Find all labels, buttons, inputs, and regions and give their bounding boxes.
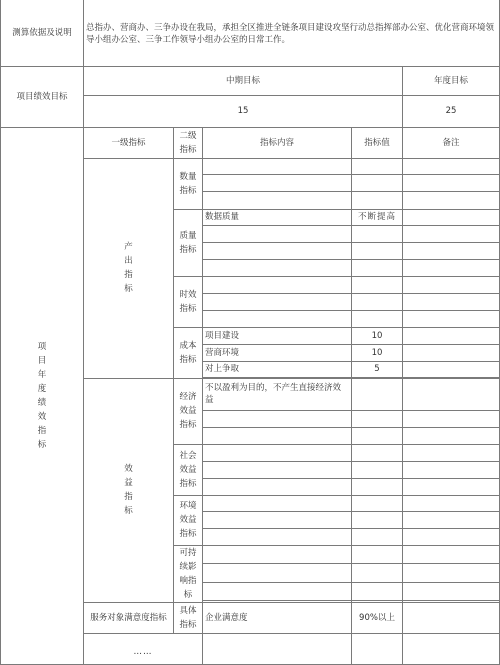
header-remark: 备注 <box>403 127 500 158</box>
value-cell <box>352 427 403 444</box>
remark-cell <box>403 191 500 209</box>
remark-cell <box>403 427 500 444</box>
value-cell <box>352 444 403 461</box>
budget-basis-label: 测算依据及说明 <box>1 0 84 66</box>
remark-cell <box>403 528 500 545</box>
content-cell <box>203 582 352 601</box>
content-cell <box>203 158 352 174</box>
content-cell <box>203 259 352 276</box>
value-cell <box>352 174 403 191</box>
value-cell <box>352 276 403 293</box>
value-cell <box>352 511 403 528</box>
remark-cell <box>403 158 500 174</box>
content-cell <box>203 276 352 293</box>
cost-value-1: 10 <box>352 327 403 344</box>
budget-basis-text: 总指办、营商办、三争办设在我局，承担全区推进全链条项目建设攻坚行动总指挥部办公室、优化营商环境领导小组办公室、三争工作领导小组办公室的日常工作。 <box>84 0 500 66</box>
mid-term-goal-value: 15 <box>84 95 403 127</box>
content-cell <box>203 242 352 259</box>
value-cell <box>352 242 403 259</box>
value-cell <box>352 378 403 410</box>
content-cell <box>203 191 352 209</box>
output-indicators-label: 产出指标 <box>84 158 174 378</box>
header-content: 指标内容 <box>203 127 352 158</box>
value-cell <box>352 528 403 545</box>
annual-goal-value: 25 <box>403 95 500 127</box>
remark-cell <box>403 344 500 361</box>
remark-cell <box>403 444 500 461</box>
value-cell <box>352 410 403 427</box>
remark-cell <box>403 582 500 601</box>
value-cell <box>352 191 403 209</box>
content-cell <box>203 495 352 511</box>
quantity-indicators-label: 数量指标 <box>174 158 203 209</box>
content-cell <box>203 478 352 495</box>
value-cell <box>352 564 403 583</box>
content-cell <box>203 564 352 583</box>
value-cell <box>352 158 403 174</box>
social-indicators-label: 社会效益指标 <box>174 444 203 495</box>
quality-content: 数据质量 <box>203 209 352 225</box>
cost-content-1: 项目建设 <box>203 327 352 344</box>
remark-cell <box>403 276 500 293</box>
value-cell <box>352 633 403 664</box>
annual-goal-header: 年度目标 <box>403 66 500 95</box>
value-cell <box>352 582 403 601</box>
content-cell <box>203 410 352 427</box>
remark-cell <box>403 225 500 242</box>
cost-content-2: 营商环境 <box>203 344 352 361</box>
content-cell <box>203 444 352 461</box>
satisfaction-content: 企业满意度 <box>203 602 352 633</box>
value-cell <box>352 310 403 327</box>
cost-content-3: 对上争取 <box>203 361 352 377</box>
economic-content: 不以盈利为目的，不产生直接经济效益 <box>203 378 352 410</box>
quality-indicators-label: 质量指标 <box>174 209 203 276</box>
remark-cell <box>403 209 500 225</box>
value-cell <box>352 495 403 511</box>
value-cell <box>352 225 403 242</box>
remark-cell <box>403 564 500 583</box>
remark-cell <box>403 259 500 276</box>
remark-cell <box>403 378 500 410</box>
content-cell <box>203 545 352 564</box>
content-cell <box>203 293 352 310</box>
mid-term-goal-header: 中期目标 <box>84 66 403 95</box>
value-cell <box>352 259 403 276</box>
remark-cell <box>403 293 500 310</box>
cost-value-2: 10 <box>352 344 403 361</box>
content-cell <box>203 511 352 528</box>
performance-goal-label: 项目绩效目标 <box>1 66 84 127</box>
sustainable-indicators-label: 可持续影响指标 <box>174 545 203 602</box>
value-cell <box>352 478 403 495</box>
value-cell <box>352 293 403 310</box>
remark-cell <box>403 310 500 327</box>
satisfaction-value: 90%以上 <box>352 602 403 633</box>
remark-cell <box>403 602 500 633</box>
economic-indicators-label: 经济效益指标 <box>174 378 203 444</box>
environmental-indicators-label: 环境效益指标 <box>174 495 203 545</box>
content-cell <box>203 427 352 444</box>
quality-value: 不断提高 <box>352 209 403 225</box>
value-cell <box>352 461 403 478</box>
content-cell <box>203 225 352 242</box>
content-cell <box>203 174 352 191</box>
remark-cell <box>403 633 500 664</box>
content-cell <box>203 633 352 664</box>
cost-value-3: 5 <box>352 361 403 377</box>
specific-indicators-label: 具体指标 <box>174 602 203 633</box>
remark-cell <box>403 478 500 495</box>
remark-cell <box>403 545 500 564</box>
timeliness-indicators-label: 时效指标 <box>174 276 203 327</box>
header-level2: 二级指标 <box>174 127 203 158</box>
cost-indicators-label: 成本指标 <box>174 327 203 378</box>
content-cell <box>203 461 352 478</box>
header-value: 指标值 <box>352 127 403 158</box>
header-level1: 一级指标 <box>84 127 174 158</box>
remark-cell <box>403 495 500 511</box>
remark-cell <box>403 461 500 478</box>
remark-cell <box>403 410 500 427</box>
content-cell <box>203 528 352 545</box>
remark-cell <box>403 327 500 344</box>
benefit-indicators-label: 效益指标 <box>84 378 174 602</box>
satisfaction-indicators-label: 服务对象满意度指标 <box>84 602 174 633</box>
annual-indicators-label: 项目年度绩效指标 <box>1 127 84 664</box>
remark-cell <box>403 511 500 528</box>
ellipsis-row: …… <box>84 633 203 664</box>
content-cell <box>203 310 352 327</box>
remark-cell <box>403 242 500 259</box>
value-cell <box>352 545 403 564</box>
remark-cell <box>403 174 500 191</box>
remark-cell <box>403 361 500 377</box>
